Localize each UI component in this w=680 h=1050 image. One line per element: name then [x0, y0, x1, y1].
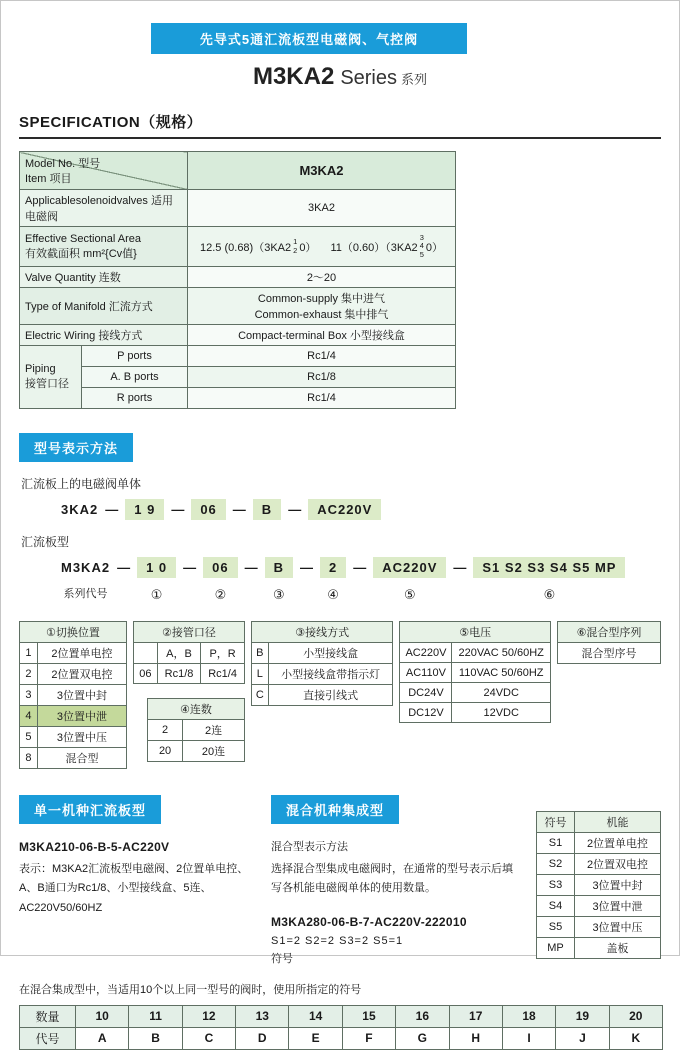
quantity-code-table [19, 1005, 663, 1050]
code-cell: J [556, 1027, 609, 1049]
mixed-type-description: 选择混合型集成电磁阀时，在通常的型号表示后填写各机能电磁阀单体的使用数量。 [271, 863, 513, 895]
piping-port-ab: A. B ports [82, 367, 188, 388]
bottom-section [19, 795, 661, 966]
circle-1: ① [150, 587, 163, 602]
symbol-label: 3位置中泄 [575, 896, 661, 917]
effective-area-value-line [193, 234, 450, 259]
effective-area-label-zh: 有效截面积 mm²{Cv值} [25, 247, 137, 260]
manifold-seg-6: S1 S2 S3 S4 S5 MP [473, 557, 625, 578]
option-code: L [251, 664, 268, 685]
applicable-valves-label: Applicablesolenoidvalves 适用电磁阀 [20, 190, 188, 227]
quantity-cell: 12 [182, 1005, 235, 1027]
valve-quantity-label: Valve Quantity 连数 [20, 267, 188, 288]
option-code: B [251, 643, 268, 664]
symbol-label: 2位置双电控 [575, 854, 661, 875]
area-v1-post: 0） [299, 241, 317, 254]
specification-heading: SPECIFICATION（规格） [19, 111, 661, 139]
switch-position-table [19, 621, 127, 769]
option-code: 1 [20, 643, 38, 664]
manifold-seg-5: AC220V [373, 557, 446, 578]
title-model: M3KA2 [252, 63, 335, 90]
piping-size-ab: Rc1/8 [188, 367, 456, 388]
manifold-seg-3: B [265, 557, 293, 578]
voltage-header: ⑤电压 [400, 622, 551, 643]
unit-code-base: 3KA2 [61, 502, 99, 517]
code-cell: E [289, 1027, 342, 1049]
area-v2-stack: 3 4 5 [419, 233, 424, 259]
mixed-series-table [557, 621, 661, 664]
quantity-cell: 11 [129, 1005, 182, 1027]
dash: — [105, 502, 119, 517]
unit-code-label: 汇流板上的电磁阀单体 [21, 477, 142, 491]
option-label: 2连 [183, 720, 245, 741]
dash: — [453, 560, 467, 575]
manifold-seg-stack-6 [473, 557, 625, 603]
piping-size-p: Rc1/4 [188, 346, 456, 367]
option-label-highlight: 3位置中泄 [37, 706, 126, 727]
symbol-code: MP [537, 938, 575, 959]
wiring-type-header: ③接线方式 [251, 622, 393, 643]
page-title [19, 63, 661, 91]
option-label: 24VDC [452, 683, 551, 703]
manifold-seg-stack-1 [137, 557, 176, 603]
option-code: 5 [20, 727, 38, 748]
manifold-model-code [61, 557, 661, 603]
function-header: 机能 [575, 812, 661, 833]
area-v1-stack: 1 2 [293, 237, 298, 255]
manifold-seg-1: 1 0 [137, 557, 176, 578]
port-size-code: 06 [133, 664, 157, 684]
quantity-cell: 17 [449, 1005, 502, 1027]
option-label: 3位置中压 [37, 727, 126, 748]
mixed-type-title: 混合机种集成型 [271, 795, 399, 824]
code-cell: D [236, 1027, 289, 1049]
title-series-zh: 系列 [401, 72, 428, 87]
corner-item-label: Item 项目 [25, 173, 72, 185]
unit-seg-4: AC220V [308, 499, 381, 520]
mixed-type-line1: 混合型表示方法 [271, 841, 348, 853]
option-label: 2位置单电控 [37, 643, 126, 664]
manifold-code-label: 汇流板型 [21, 535, 70, 549]
mixed-type-note: 在混合集成型中，当适用10个以上同一型号的阀时，使用所指定的符号 [19, 983, 362, 996]
option-tables [19, 621, 661, 769]
symbol-table-block [536, 811, 661, 966]
piping-size-r: Rc1/4 [188, 388, 456, 409]
code-cell: A [76, 1027, 129, 1049]
quantity-cell: 20 [609, 1005, 662, 1027]
manifold-seg-2: 06 [203, 557, 237, 578]
symbol-code: S4 [537, 896, 575, 917]
option-code: 2 [20, 664, 38, 685]
mixed-type-example-code: M3KA280-06-B-7-AC220V-222010 [271, 914, 467, 929]
single-type-example-code: M3KA210-06-B-5-AC220V [19, 840, 170, 854]
single-type-block [19, 795, 257, 966]
circle-2: ② [214, 587, 227, 602]
quantity-cell: 10 [76, 1005, 129, 1027]
option-code: C [251, 685, 268, 706]
piping-port-p: P ports [82, 346, 188, 367]
wiring-label: Electric Wiring 接线方式 [20, 325, 188, 346]
applicable-valves-value: 3KA2 [188, 190, 456, 227]
model-code-section [19, 433, 661, 603]
option-label: 小型接线盒 [268, 643, 393, 664]
symbol-code: S3 [537, 875, 575, 896]
circle-4: ④ [327, 587, 339, 602]
single-type-title: 单一机种汇流板型 [19, 795, 161, 824]
wiring-value: Compact-terminal Box 小型接线盒 [188, 325, 456, 346]
symbol-code: S2 [537, 854, 575, 875]
quantity-cell: 19 [556, 1005, 609, 1027]
piping-label-en: Piping [25, 363, 56, 375]
option-label: 12VDC [452, 703, 551, 723]
option-label: 2位置双电控 [37, 664, 126, 685]
station-count-table [147, 698, 245, 762]
code-cell: H [449, 1027, 502, 1049]
voltage-table [399, 621, 551, 723]
mixed-type-counts: S1=2 S2=2 S3=2 S5=1 [271, 934, 404, 947]
header-banner: 先导式5通汇流板型电磁阀、气控阀 [151, 23, 467, 54]
option-label: 220VAC 50/60HZ [452, 643, 551, 663]
mixed-series-header: ⑥混合型序列 [558, 622, 661, 643]
mixed-series-cell: 混合型序号 [558, 643, 661, 664]
piping-label-zh: 接管口径 [25, 378, 69, 390]
symbol-label: 盖板 [575, 938, 661, 959]
code-cell: G [396, 1027, 449, 1049]
port-size-table [133, 621, 245, 684]
option-label: 20连 [183, 741, 245, 762]
option-code-highlight: 4 [20, 706, 38, 727]
dash: — [183, 560, 197, 575]
code-cell: F [342, 1027, 395, 1049]
option-label: 混合型 [37, 748, 126, 769]
option-code: AC220V [400, 643, 452, 663]
dash: — [244, 560, 258, 575]
specification-table [19, 151, 456, 409]
code-cell: C [182, 1027, 235, 1049]
quantity-cell: 18 [502, 1005, 555, 1027]
empty-cell [133, 643, 157, 664]
series-code-label: 系列代号 [63, 588, 108, 600]
port-pr-size: Rc1/4 [201, 664, 245, 684]
manifold-seg-stack-2 [203, 557, 237, 603]
area-v2-pre: 11（0.60）（3KA2 [330, 241, 418, 254]
manifold-base-stack [61, 557, 110, 601]
option-code: DC24V [400, 683, 452, 703]
piping-port-r: R ports [82, 388, 188, 409]
option-code: 3 [20, 685, 38, 706]
model-code-section-title: 型号表示方法 [19, 433, 133, 462]
unit-model-code [61, 499, 661, 520]
model-header-cell: M3KA2 [188, 152, 456, 190]
area-v1-pre: 12.5 (0.68)（3KA2 [200, 241, 292, 254]
unit-seg-3: B [253, 499, 281, 520]
symbol-label: 3位置中压 [575, 917, 661, 938]
port-ab-size: Rc1/8 [157, 664, 201, 684]
mixed-type-block [271, 795, 523, 966]
switch-position-header: ①切换位置 [20, 622, 127, 643]
code-cell: K [609, 1027, 662, 1049]
dash: — [117, 560, 131, 575]
port-pr-label: P，R [201, 643, 245, 664]
manifold-supply: Common-supply 集中进气 [257, 293, 386, 305]
code-row-label: 代号 [20, 1027, 76, 1049]
option-code: DC12V [400, 703, 452, 723]
unit-seg-1: 1 9 [125, 499, 164, 520]
title-series: Series [340, 67, 398, 89]
manifold-type-value [188, 288, 456, 325]
manifold-seg-4: 2 [320, 557, 346, 578]
symbol-function-table [536, 811, 661, 959]
corner-model-label: Model No. 型号 [25, 158, 101, 170]
manifold-type-label: Type of Manifold 汇流方式 [20, 288, 188, 325]
area-v2-post: 0） [425, 241, 443, 254]
station-count-header: ④连数 [147, 699, 244, 720]
wiring-type-table [251, 621, 394, 706]
manifold-exhaust: Common-exhaust 集中排气 [254, 309, 389, 321]
quantity-cell: 14 [289, 1005, 342, 1027]
quantity-cell: 15 [342, 1005, 395, 1027]
option-label: 直接引线式 [268, 685, 393, 706]
effective-area-value [188, 227, 456, 267]
manifold-seg-stack-4 [320, 557, 346, 603]
manifold-seg-stack-3 [265, 557, 293, 603]
circle-3: ③ [272, 587, 285, 602]
dash: — [288, 502, 302, 517]
code-cell: I [502, 1027, 555, 1049]
option-label: 小型接线盒带指示灯 [268, 664, 393, 685]
unit-seg-2: 06 [191, 499, 225, 520]
option-code: 20 [147, 741, 182, 762]
option-code: AC110V [400, 663, 452, 683]
code-cell: B [129, 1027, 182, 1049]
circle-5: ⑤ [403, 587, 416, 602]
effective-area-label [20, 227, 188, 267]
quantity-cell: 16 [396, 1005, 449, 1027]
effective-area-label-en: Effective Sectional Area [25, 232, 141, 245]
valve-quantity-value: 2～20 [188, 267, 456, 288]
port-size-column [133, 621, 245, 762]
option-label: 3位置中封 [37, 685, 126, 706]
corner-cell [20, 152, 188, 190]
quantity-cell: 13 [236, 1005, 289, 1027]
option-code: 8 [20, 748, 38, 769]
mixed-type-symbol-label: 符号 [271, 952, 293, 965]
quantity-row-label: 数量 [20, 1005, 76, 1027]
dash: — [353, 560, 367, 575]
symbol-code: S1 [537, 833, 575, 854]
symbol-label: 3位置中封 [575, 875, 661, 896]
option-label: 110VAC 50/60HZ [452, 663, 551, 683]
port-size-header: ②接管口径 [133, 622, 244, 643]
manifold-seg-stack-5 [373, 557, 446, 603]
single-type-description: 表示：M3KA2汇流板型电磁阀、2位置单电控、A、B通口为Rc1/8、小型接线盒、5连、AC220V50/60HZ [19, 863, 249, 914]
symbol-label: 2位置单电控 [575, 833, 661, 854]
dash: — [300, 560, 314, 575]
option-code: 2 [147, 720, 182, 741]
port-ab-label: A，B [157, 643, 201, 664]
symbol-code: S5 [537, 917, 575, 938]
dash: — [232, 502, 246, 517]
symbol-header: 符号 [537, 812, 575, 833]
piping-label [20, 346, 82, 409]
circle-6: ⑥ [543, 587, 556, 602]
dash: — [171, 502, 185, 517]
manifold-code-base: M3KA2 [61, 560, 111, 575]
